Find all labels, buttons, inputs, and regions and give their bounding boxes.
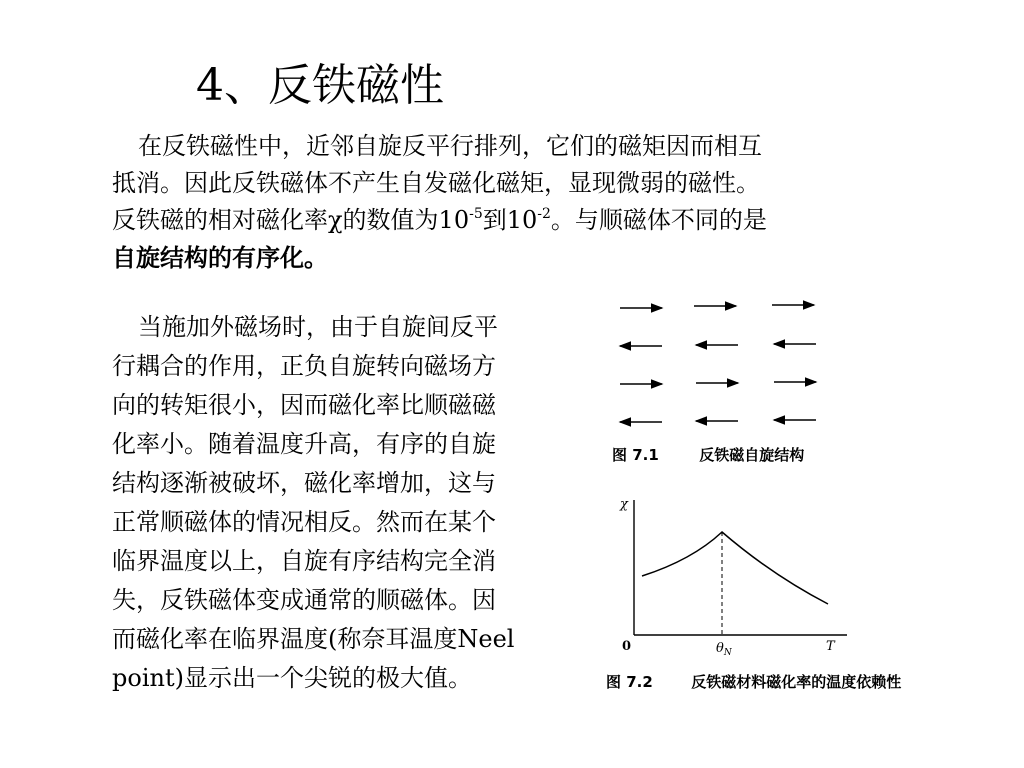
detail-line: 向的转矩很小，因而磁化率比顺磁磁 bbox=[112, 391, 496, 419]
intro-line-1: 在反铁磁性中，近邻自旋反平行排列，它们的磁矩因而相互 bbox=[138, 132, 762, 160]
slide-title: 4、反铁磁性 bbox=[196, 60, 444, 111]
figure-7-2-number: 图 7.2 bbox=[606, 673, 653, 691]
detail-line: 行耦合的作用，正负自旋转向磁场方 bbox=[112, 352, 496, 380]
figure-7-1-caption bbox=[612, 444, 804, 465]
detail-paragraph bbox=[112, 308, 574, 698]
intro-line-4-bold: 自旋结构的有序化。 bbox=[112, 243, 328, 272]
figure-7-2-caption bbox=[606, 671, 901, 692]
y-axis-label: χ bbox=[620, 497, 628, 512]
figure-7-1-number: 图 7.1 bbox=[612, 446, 659, 464]
detail-line: 而磁化率在临界温度(称奈耳温度Neel bbox=[112, 625, 515, 653]
susceptibility-curve bbox=[642, 532, 828, 604]
x-axis-label: T bbox=[826, 639, 835, 654]
spin-structure-figure bbox=[610, 292, 830, 437]
detail-line: point)显示出一个尖锐的极大值。 bbox=[112, 664, 472, 692]
susceptibility-graph bbox=[612, 480, 852, 660]
detail-line: 失，反铁磁体变成通常的顺磁体。因 bbox=[112, 586, 496, 614]
origin-label: 0 bbox=[622, 639, 632, 654]
detail-line: 当施加外磁场时，由于自旋间反平 bbox=[138, 313, 498, 341]
detail-line: 结构逐渐被破坏，磁化率增加，这与 bbox=[112, 469, 496, 497]
intro-line-3: 反铁磁的相对磁化率χ的数值为$10^{-5}$到$10^{-2}$。与顺磁体不同的是 bbox=[112, 206, 767, 234]
figure-7-1-title: 反铁磁自旋结构 bbox=[699, 446, 805, 464]
detail-line: 正常顺磁体的情况相反。然而在某个 bbox=[112, 508, 496, 536]
intro-line-2: 抵消。因此反铁磁体不产生自发磁化磁矩，显现微弱的磁性。 bbox=[112, 169, 760, 197]
figure-7-2-title: 反铁磁材料磁化率的温度依赖性 bbox=[691, 673, 902, 691]
intro-paragraph bbox=[112, 128, 892, 277]
neel-temperature-label: $\theta_N$ bbox=[716, 641, 732, 658]
detail-line: 化率小。随着温度升高，有序的自旋 bbox=[112, 430, 496, 458]
detail-line: 临界温度以上，自旋有序结构完全消 bbox=[112, 547, 496, 575]
chi-symbol: χ bbox=[328, 206, 343, 234]
